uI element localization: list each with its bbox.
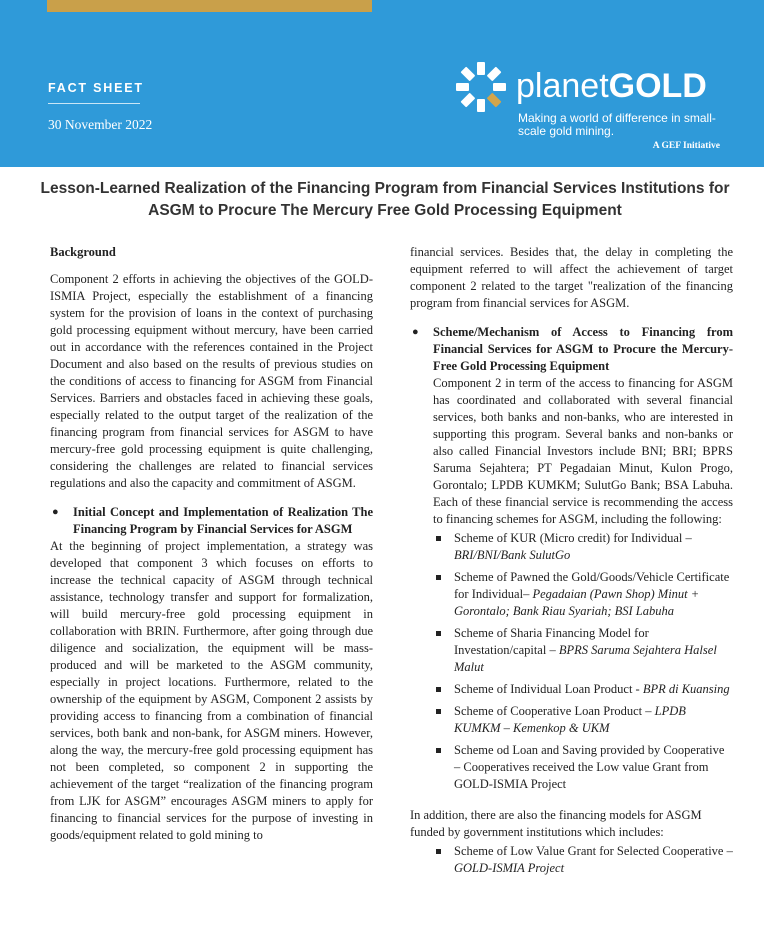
scheme-list-item [433, 569, 733, 620]
gov-scheme-block [410, 843, 733, 877]
document-title: Lesson-Learned Realization of the Financing Program from Financial Services Institutions for ASGM to Procure The Mercury Free Gold Processing Equipment [40, 180, 730, 219]
scheme-list-item [433, 742, 733, 793]
square-bullet-icon [436, 748, 441, 753]
initial-concept-paragraph: At the beginning of project implementation, a strategy was developed that component 3 which focuses on efforts to increase the technical capacity of ASGM through technical assistance, technology transfer and support for formalization, will build mercury-free gold processing equipment in collaboration with BRIN. Furthermore, after going through due diligence and socialization, the equipment will be mass-produced and will be marketed to the ASGM community, especially in project locations. Furthermore, related to the ownership of the equipment by ASGM, Component 2 assists by providing access to financing from a combination of financial services, both bank and non-bank, for ASGM miners. However, along the way, the mercury-free gold processing equipment has not been completed, so component 2 in supporting the achievement of the target “realization of the financing program from LJK for ASGM” encourages ASGM miners to apply for financing to financial services for the purpose of investing in goods/equipment related to gold mining to [50, 539, 373, 842]
additional-paragraph: In addition, there are also the financing models for ASGM funded by government institutions which includes: [410, 808, 702, 839]
scheme-provider: GOLD-ISMIA Project [454, 861, 565, 875]
document-date: 30 November 2022 [48, 117, 153, 132]
scheme-provider: BPR di Kuansing [642, 682, 730, 696]
scheme-provider: BPRS Saruma Sejahtera Halsel Malut [454, 643, 717, 674]
background-paragraph: Component 2 efforts in achieving the objectives of the GOLD-ISMIA Project, especially the establishment of a financing system for the provision of loans in the context of purchasing gold processing equipment without mercury, have been carried out in accordance with the references contained in the Project Document and also based on the results of previous studies on the conditions of access to financing for ASGM from Financial Services. Barriers and obstacles faced in achieving these goals, especially related to the output target of the realization of the financing program from financial services for ASGM to have mercury-free gold processing equipment is quite challenging, considering the challenges are related to financial services regulations and also the capacity and commitment of ASGM. [50, 272, 373, 490]
bullet-icon: ● [412, 326, 419, 338]
scheme-text: Scheme of Individual Loan Product - [454, 682, 643, 696]
background-heading: Background [50, 245, 116, 259]
scheme-text: Scheme of KUR (Micro credit) for Individual – [454, 531, 692, 545]
bullet-section-scheme [410, 324, 733, 793]
square-bullet-icon [436, 687, 441, 692]
header-band [0, 0, 764, 167]
scheme-text: Scheme of Low Value Grant for Selected Cooperative – [454, 844, 733, 858]
scheme-list-item [433, 530, 733, 564]
scheme-heading: Scheme/Mechanism of Access to Financing from Financial Services for ASGM to Procure the Mercury-Free Gold Processing Equipment [433, 325, 733, 373]
scheme-provider: Pegadaian (Pawn Shop) Minut + Gorontalo; Bank Riau Syariah; BSI Labuha [454, 587, 700, 618]
scheme-text: Scheme od Loan and Saving provided by Cooperative – Cooperatives received the Low value Grant from GOLD-ISMIA Project [454, 743, 725, 791]
document-type: FACT SHEET [48, 81, 144, 95]
document-type-underline [48, 103, 140, 104]
scheme-paragraph: Component 2 in term of the access to financing for ASGM has coordinated and collaborated with several financial services, both banks and non-banks, who are interested in supporting this program. Several banks and non-banks or also called Financial Investors include BNI; BRI; BPRS Saruma Sejahtera; PT Pegadaian Minut, Kulon Progo, Gorontalo; LPDB KUMKM; SulutGo Bank; BSA Labuha. Each of these financial service is recommending the access to financing schemes for ASGM, including the following: [433, 376, 733, 526]
left-column [50, 244, 373, 844]
bullet-icon: ● [52, 506, 59, 518]
square-bullet-icon [436, 849, 441, 854]
square-bullet-icon [436, 536, 441, 541]
scheme-list-item [433, 625, 733, 676]
scheme-text: Scheme of Cooperative Loan Product – [454, 704, 655, 718]
brand-name: planetGOLD [516, 67, 707, 105]
initial-concept-heading: Initial Concept and Implementation of Realization The Financing Program by Financial Services for ASGM [73, 505, 373, 536]
scheme-list-item [433, 703, 733, 737]
square-bullet-icon [436, 709, 441, 714]
scheme-list-item [433, 681, 733, 698]
gov-scheme-list [433, 843, 733, 877]
right-column [410, 244, 733, 882]
bullet-section-initial-concept [50, 504, 373, 538]
continuation-paragraph: financial services. Besides that, the delay in completing the equipment referred to will affect the achievement of target component 2 related to the target "realization of the financing program from financial services for ASGM. [410, 245, 733, 310]
square-bullet-icon [436, 575, 441, 580]
scheme-list-item [433, 843, 733, 877]
scheme-text: Scheme of Pawned the Gold/Goods/Vehicle Certificate for Individual– [454, 570, 730, 601]
gold-accent-bar [47, 0, 372, 12]
planetgold-logo-icon [455, 61, 507, 113]
scheme-provider: BRI/BNI/Bank SulutGo [454, 548, 571, 562]
square-bullet-icon [436, 631, 441, 636]
gef-initiative-label: A GEF Initiative [652, 141, 720, 151]
brand-tagline: Making a world of difference in small-scale gold mining. [518, 111, 716, 138]
scheme-text: Scheme of Sharia Financing Model for Investation/capital – [454, 626, 649, 657]
scheme-provider: LPDB KUMKM – Kemenkop & UKM [454, 704, 686, 735]
scheme-list [433, 530, 733, 793]
